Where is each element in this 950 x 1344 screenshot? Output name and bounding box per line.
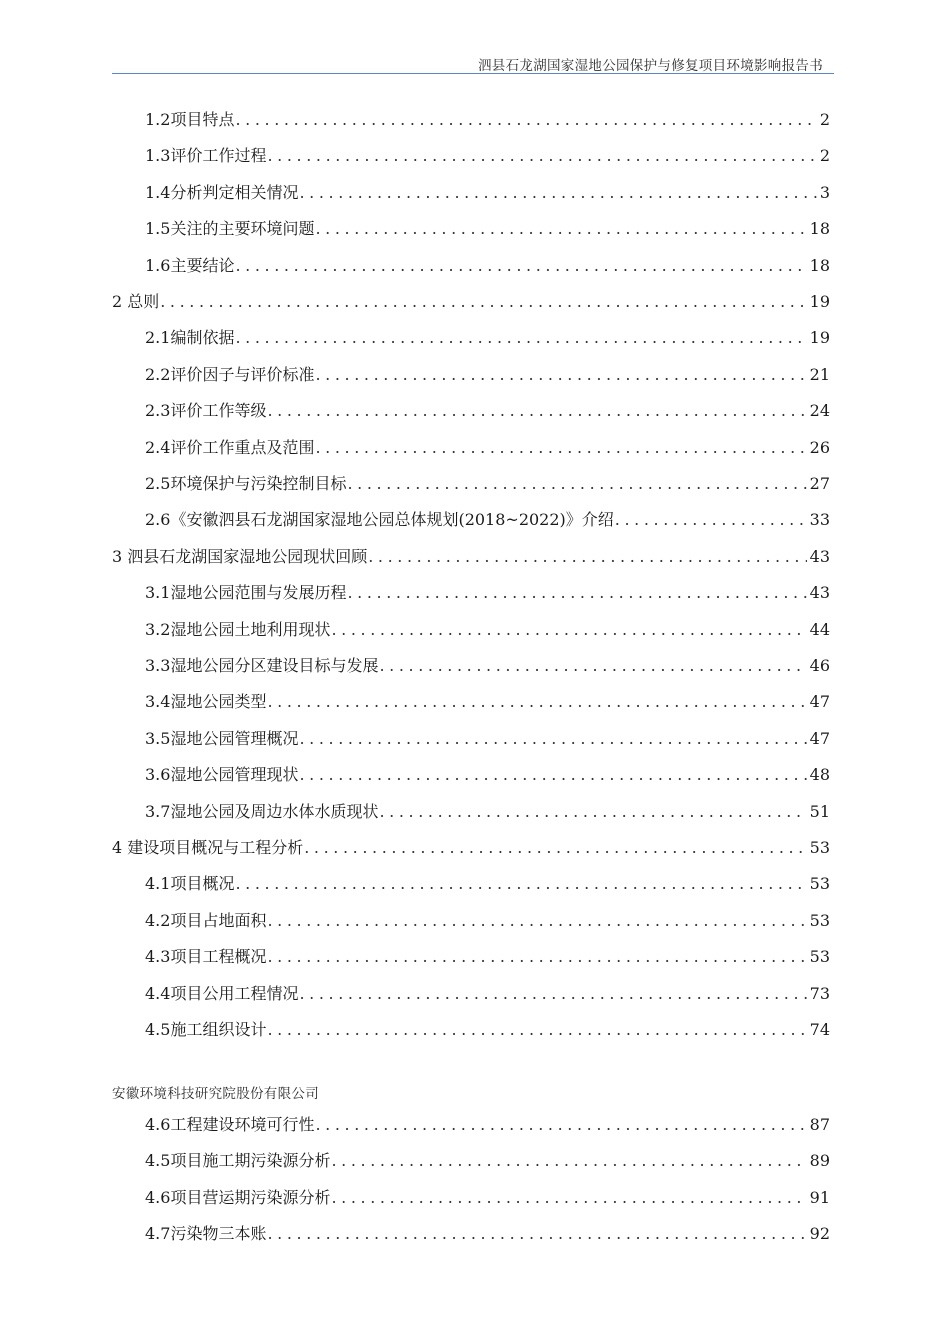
toc-entry-title: 编制依据 — [170, 328, 235, 348]
toc-dot-leader — [267, 910, 806, 932]
toc-entry-title: 主要结论 — [170, 255, 235, 275]
toc-entry-page: 89 — [809, 1151, 830, 1171]
toc-entry-title: 关注的主要环境问题 — [170, 219, 315, 239]
toc-dot-leader — [331, 1150, 806, 1172]
toc-entry[interactable] — [145, 1223, 830, 1245]
toc-entry-number: 4.1 — [145, 874, 171, 894]
toc-entry-title: 评价工作等级 — [170, 401, 267, 421]
toc-dot-leader — [368, 546, 806, 568]
toc-entry-page: 92 — [809, 1224, 830, 1244]
toc-entry-page: 19 — [809, 292, 830, 311]
toc-entry-number: 1.5 — [145, 219, 171, 239]
toc-dot-leader — [331, 1187, 806, 1209]
toc-dot-leader — [315, 364, 806, 386]
toc-entry[interactable] — [145, 873, 830, 895]
toc-entry-page: 91 — [809, 1187, 830, 1207]
toc-entry-title: 湿地公园及周边水体水质现状 — [170, 801, 379, 821]
toc-dot-leader — [235, 255, 806, 277]
toc-entry-title: 项目公用工程情况 — [170, 983, 299, 1003]
toc-dot-leader — [267, 1223, 806, 1245]
toc-entry-title: 总则 — [127, 292, 160, 311]
toc-entry[interactable] — [145, 764, 830, 786]
toc-entry-page: 44 — [809, 619, 830, 639]
toc-entry-title: 项目占地面积 — [170, 910, 267, 930]
toc-entry[interactable] — [145, 619, 830, 641]
toc-entry-title: 《安徽泗县石龙湖国家湿地公园总体规划(2018~2022)》介绍 — [170, 510, 614, 530]
toc-dot-leader — [315, 1114, 806, 1136]
toc-entry[interactable] — [145, 509, 830, 531]
toc-entry-title: 湿地公园分区建设目标与发展 — [170, 656, 379, 675]
toc-entry-title: 湿地公园范围与发展历程 — [170, 583, 347, 603]
toc-dot-leader — [299, 728, 806, 750]
toc-entry-number: 3.6 — [145, 765, 171, 785]
toc-entry-page: 43 — [809, 546, 830, 566]
toc-entry[interactable] — [145, 910, 830, 932]
toc-dot-leader — [299, 983, 806, 1005]
toc-entry-title: 项目工程概况 — [170, 947, 267, 967]
toc-entry-number: 4.7 — [145, 1224, 171, 1244]
toc-entry-number: 3.7 — [145, 801, 171, 821]
toc-entry-page: 3 — [819, 182, 830, 202]
toc-entry-title: 泗县石龙湖国家湿地公园现状回顾 — [127, 546, 368, 566]
toc-entry-title: 工程建设环境可行性 — [170, 1115, 315, 1134]
toc-dot-leader — [267, 691, 806, 713]
toc-entry-page: 53 — [809, 947, 830, 967]
toc-entry-number: 1.3 — [145, 146, 171, 166]
toc-entry-number: 4.5 — [145, 1151, 171, 1171]
toc-entry-number: 2.3 — [145, 401, 171, 421]
toc-entry-number: 1.4 — [145, 182, 171, 202]
toc-entry-number: 3.4 — [145, 692, 171, 712]
toc-entry-title: 项目营运期污染源分析 — [170, 1187, 331, 1207]
toc-entry-page: 21 — [809, 364, 830, 384]
toc-dot-leader — [235, 327, 806, 349]
toc-entry-page: 53 — [809, 838, 830, 857]
toc-entry-number: 4.6 — [145, 1115, 171, 1134]
toc-entry[interactable] — [145, 182, 830, 204]
toc-entry-page: 53 — [809, 910, 830, 930]
toc-entry-page: 73 — [809, 983, 830, 1003]
toc-dot-leader — [331, 619, 806, 641]
toc-entry-title: 评价因子与评价标准 — [170, 364, 315, 384]
toc-entry[interactable] — [145, 437, 830, 459]
footer-company: 安徽环境科技研究院股份有限公司 — [112, 1086, 319, 1102]
toc-entry[interactable] — [145, 327, 830, 349]
toc-entry[interactable] — [145, 1019, 830, 1041]
toc-entry-number: 3.5 — [145, 728, 171, 748]
toc-entry-number: 1.6 — [145, 255, 171, 275]
toc-entry-number: 3.2 — [145, 619, 171, 639]
toc-dot-leader — [315, 218, 806, 240]
toc-entry[interactable] — [145, 582, 830, 604]
toc-entry-page: 47 — [809, 692, 830, 712]
toc-entry-page: 74 — [809, 1020, 830, 1039]
toc-dot-leader — [267, 1019, 806, 1041]
toc-dot-leader — [615, 509, 807, 531]
toc-entry-title: 湿地公园类型 — [170, 692, 267, 712]
toc-entry-title: 建设项目概况与工程分析 — [127, 838, 304, 857]
toc-entry-title: 分析判定相关情况 — [170, 182, 299, 202]
toc-entry-number: 4.4 — [145, 983, 171, 1003]
toc-entry[interactable] — [145, 801, 830, 823]
toc-entry-title: 项目概况 — [170, 874, 235, 894]
toc-entry[interactable] — [112, 291, 830, 313]
toc-entry-title: 项目施工期污染源分析 — [170, 1151, 331, 1171]
toc-entry[interactable] — [145, 655, 830, 677]
toc-entry-number: 4.3 — [145, 947, 171, 967]
toc-entry[interactable] — [145, 473, 830, 495]
toc-entry[interactable] — [145, 983, 830, 1005]
toc-dot-leader — [315, 437, 806, 459]
toc-dot-leader — [267, 946, 806, 968]
toc-entry-page: 27 — [809, 474, 830, 493]
toc-entry[interactable] — [145, 109, 830, 131]
toc-entry-page: 24 — [809, 401, 830, 421]
toc-dot-leader — [347, 473, 806, 495]
toc-entry-page: 26 — [809, 437, 830, 457]
toc-entry-page: 53 — [809, 874, 830, 894]
toc-entry-page: 51 — [809, 801, 830, 821]
toc-entry-title: 环境保护与污染控制目标 — [170, 474, 347, 493]
toc-entry-number: 4 — [112, 838, 123, 857]
toc-entry-number: 3.3 — [145, 656, 171, 675]
toc-entry-number: 4.5 — [145, 1020, 171, 1039]
toc-dot-leader — [379, 655, 806, 677]
toc-entry[interactable] — [145, 364, 830, 386]
toc-entry-number: 1.2 — [145, 110, 171, 129]
toc-entry[interactable] — [145, 946, 830, 968]
toc-entry-title: 湿地公园管理现状 — [170, 765, 299, 785]
toc-entry-title: 评价工作过程 — [170, 146, 267, 166]
toc-dot-leader — [304, 837, 806, 859]
toc-entry-title: 项目特点 — [170, 110, 235, 129]
toc-dot-leader — [347, 582, 806, 604]
toc-entry-page: 2 — [819, 110, 830, 129]
toc-entry-page: 19 — [809, 328, 830, 348]
toc-entry-page: 2 — [819, 146, 830, 166]
header-title: 泗县石龙湖国家湿地公园保护与修复项目环境影响报告书 — [478, 58, 823, 74]
toc-entry-title: 评价工作重点及范围 — [170, 437, 315, 457]
toc-entry-title: 湿地公园土地利用现状 — [170, 619, 331, 639]
toc-entry-page: 43 — [809, 583, 830, 603]
toc-entry-page: 87 — [809, 1115, 830, 1134]
toc-entry[interactable] — [145, 145, 830, 167]
toc-entry-title: 施工组织设计 — [170, 1020, 267, 1039]
toc-entry[interactable] — [145, 728, 830, 750]
toc-entry[interactable] — [112, 837, 830, 859]
toc-dot-leader — [160, 291, 806, 313]
toc-entry-page: 18 — [809, 255, 830, 275]
toc-entry-number: 2.1 — [145, 328, 171, 348]
toc-entry[interactable] — [145, 218, 830, 240]
toc-entry-number: 3 — [112, 546, 123, 566]
toc-dot-leader — [235, 873, 806, 895]
toc-entry-page: 47 — [809, 728, 830, 748]
toc-entry-page: 46 — [809, 656, 830, 675]
toc-dot-leader — [299, 182, 816, 204]
toc-entry-number: 2.5 — [145, 474, 171, 493]
toc-entry-page: 48 — [809, 765, 830, 785]
toc-entry-number: 4.6 — [145, 1187, 171, 1207]
toc-entry[interactable] — [145, 400, 830, 422]
toc-dot-leader — [267, 400, 806, 422]
toc-entry-title: 湿地公园管理概况 — [170, 728, 299, 748]
toc-dot-leader — [267, 145, 816, 167]
toc-entry[interactable] — [112, 546, 830, 568]
toc-dot-leader — [235, 109, 816, 131]
toc-entry-number: 2.6 — [145, 510, 171, 530]
toc-entry[interactable] — [145, 1114, 830, 1136]
toc-dot-leader — [379, 801, 806, 823]
toc-entry[interactable] — [145, 1150, 830, 1172]
toc-entry[interactable] — [145, 1187, 830, 1209]
header-rule — [112, 73, 834, 74]
toc-entry-title: 污染物三本账 — [170, 1224, 267, 1244]
toc-entry-number: 2 — [112, 292, 123, 311]
toc-entry-page: 33 — [809, 510, 830, 530]
toc-entry-page: 18 — [809, 219, 830, 239]
toc-entry-number: 3.1 — [145, 583, 171, 603]
toc-entry[interactable] — [145, 691, 830, 713]
toc-entry-number: 4.2 — [145, 910, 171, 930]
toc-dot-leader — [299, 764, 806, 786]
toc-entry-number: 2.2 — [145, 364, 171, 384]
toc-entry[interactable] — [145, 255, 830, 277]
toc-entry-number: 2.4 — [145, 437, 171, 457]
